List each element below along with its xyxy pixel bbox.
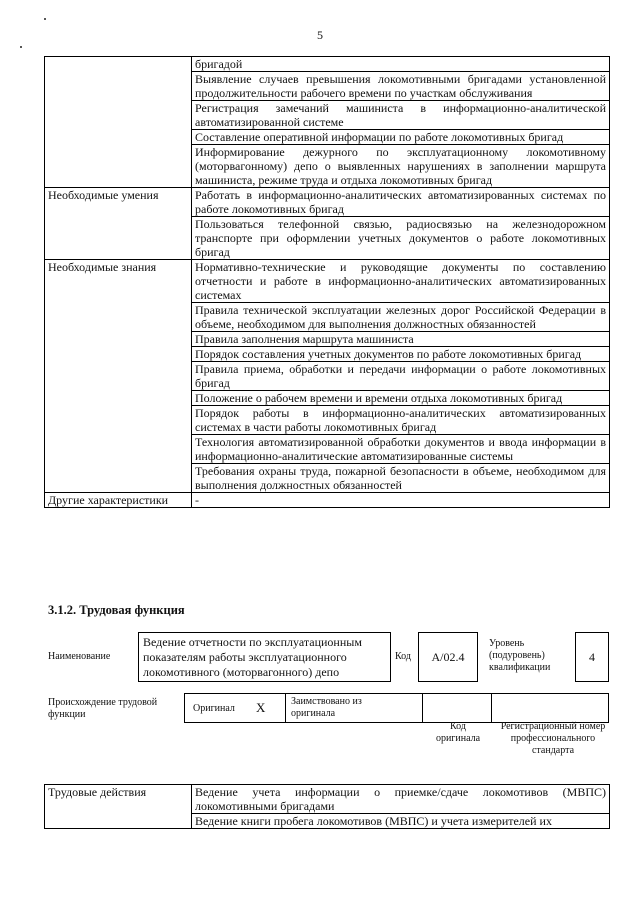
row-text: Составление оперативной информации по работе локомотивных бригад <box>192 130 610 145</box>
row-text: Порядок составления учетных документов по работе локомотивных бригад <box>192 347 610 362</box>
table-row <box>45 785 610 814</box>
row-label: Необходимые знания <box>45 260 192 493</box>
actions-cell: Ведение книги пробега локомотивов (МВПС) и учета измерителей их <box>192 814 610 829</box>
section-title: 3.1.2. Трудовая функция <box>48 603 185 617</box>
row-text: Нормативно-технические и руководящие документы по составлению отчетности и работе в информационно-аналитических автоматизированных системах <box>192 260 610 303</box>
competency-table <box>44 56 610 508</box>
row-text: Выявление случаев превышения локомотивными бригадами установленной продолжительности рабочего времени по участкам обслуживания <box>192 72 610 101</box>
page-number: 5 <box>317 28 323 42</box>
code-original-caption: Код оригинала <box>435 721 481 744</box>
actions-table <box>44 784 610 829</box>
row-text: Работать в информационно-аналитических автоматизированных системах по работе локомотивных бригад <box>192 188 610 217</box>
level-value: 4 <box>589 650 595 664</box>
name-label: Наименование <box>48 651 111 662</box>
row-text: Пользоваться телефонной связью, радиосвязью на железнодорожном транспорте при оформлении учетных документов о работе локомотивных бригад <box>192 217 610 260</box>
row-label: Другие характеристики <box>45 493 192 508</box>
origin-label: Происхождение трудовой функции <box>48 697 158 720</box>
row-label: Необходимые умения <box>45 188 192 260</box>
row-text: Информирование дежурного по эксплуатационному локомотивному (моторвагонному) депо о выявленных нарушениях в заполнении маршрута машиниста, режиме труда и отдыха локомотивных бригад <box>192 145 610 188</box>
row-text: - <box>192 493 610 508</box>
table-row <box>45 260 610 303</box>
row-text: Правила заполнения маршрута машиниста <box>192 332 610 347</box>
origin-divider <box>491 693 492 723</box>
origin-divider <box>422 693 423 723</box>
origin-divider <box>285 693 286 723</box>
scan-dot <box>44 18 46 20</box>
table-row <box>45 493 610 508</box>
level-label: Уровень (подуровень) квалификации <box>489 638 551 673</box>
code-value: А/02.4 <box>431 650 465 664</box>
actions-label: Трудовые действия <box>45 785 192 829</box>
row-text: Положение о рабочем времени и времени отдыха локомотивных бригад <box>192 391 610 406</box>
function-name: Ведение отчетности по эксплуатационным показателям работы эксплуатационного локомотивного (моторвагонного) депо <box>143 635 362 679</box>
borrowed-label: Заимствовано из оригинала <box>291 696 362 719</box>
row-label <box>45 57 192 188</box>
row-text: бригадой <box>192 57 610 72</box>
row-text: Регистрация замечаний машиниста в информационно-аналитической автоматизированной системе <box>192 101 610 130</box>
code-label: Код <box>395 651 411 662</box>
origin-box <box>184 693 609 723</box>
scan-dot <box>20 46 22 48</box>
actions-cell: Ведение учета информации о приемке/сдаче локомотивов (МВПС) локомотивными бригадами <box>192 785 610 814</box>
table-row <box>45 188 610 217</box>
row-text: Требования охраны труда, пожарной безопасности в объеме, необходимом для выполнения должностных обязанностей <box>192 464 610 493</box>
original-mark: X <box>256 700 266 715</box>
reg-number-caption: Регистрационный номер профессионального стандарта <box>500 721 606 756</box>
row-text: Правила приема, обработки и передачи информации о работе локомотивных бригад <box>192 362 610 391</box>
row-text: Правила технической эксплуатации железных дорог Российской Федерации в объеме, необходимом для выполнения должностных обязанностей <box>192 303 610 332</box>
original-label: Оригинал <box>193 703 235 714</box>
row-text: Порядок работы в информационно-аналитических автоматизированных системах в части работы локомотивных бригад <box>192 406 610 435</box>
table-row <box>45 57 610 72</box>
row-text: Технология автоматизированной обработки документов и ввода информации в информационно-аналитические автоматизированные системы <box>192 435 610 464</box>
